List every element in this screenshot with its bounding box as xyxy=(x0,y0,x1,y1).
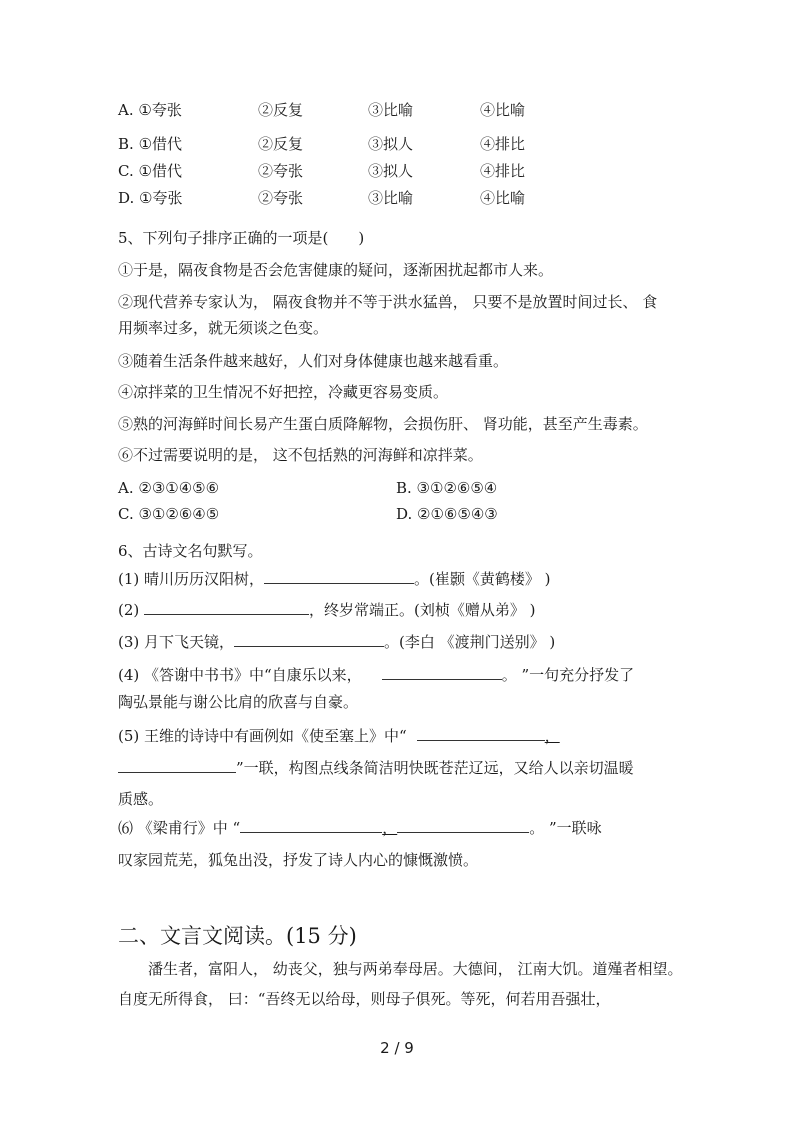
q5-option-a: A. ②③①④⑤⑥ xyxy=(118,479,220,497)
q5-sentence-5: ⑤熟的河海鲜时间长易产生蛋白质降解物，会损伤肝、 肾功能，甚至产生毒素。 xyxy=(118,415,648,433)
q6-item-6 xyxy=(118,818,602,838)
answer-blank[interactable] xyxy=(234,632,384,647)
item-text: (1) 晴川历历汉阳树， xyxy=(118,570,265,588)
answer-blank[interactable] xyxy=(240,818,382,833)
q6-item-4-cont: 陶弘景能与谢公比肩的欣喜与自豪。 xyxy=(118,693,359,711)
option-item: ③拟人 xyxy=(368,162,414,180)
item-text: 。(崔颢《黄鹤楼》 ) xyxy=(414,570,551,588)
answer-blank[interactable] xyxy=(264,569,414,584)
section-2-title: 二、文言文阅读。(15 分) xyxy=(118,924,357,948)
q5-sentence-4: ④凉拌菜的卫生情况不好把控，冷藏更容易变质。 xyxy=(118,383,449,401)
item-text: (4) 《答谢中书书》中“自康乐以来， xyxy=(118,666,362,684)
item-text: (5) 王维的诗诗中有画例如《使至塞上》中“ xyxy=(118,727,407,745)
answer-blank[interactable] xyxy=(382,665,502,680)
q5-sentence-6: ⑥不过需要说明的是， 这不包括熟的河海鲜和凉拌菜。 xyxy=(118,446,483,464)
option-item: ④比喻 xyxy=(480,189,526,207)
q5-options-row-2 xyxy=(118,504,678,524)
page-number: 2 / 9 xyxy=(380,1039,414,1057)
q4-option-a xyxy=(118,100,678,120)
section-2-passage: 潘生者，富阳人， 幼丧父，独与两弟奉母居。大德间， 江南大饥。道殣者相望。自度无所得食， 曰：“吾终无以给母，则母子俱死。等死，何若用吾强壮， xyxy=(118,960,683,1008)
option-item: ②反复 xyxy=(258,101,304,119)
option-text: C. ①借代 xyxy=(118,162,182,180)
q5-option-c: C. ③①②⑥④⑤ xyxy=(118,505,220,523)
q4-option-d xyxy=(118,188,678,208)
item-text: ， xyxy=(544,727,560,745)
item-text: ，终岁常端正。(刘桢《赠从弟》 ) xyxy=(309,601,536,619)
q6-item-2 xyxy=(118,600,536,620)
option-text: D. ①夸张 xyxy=(118,189,183,207)
q5-sentence-3: ③随着生活条件越来越好，人们对身体健康也越来越看重。 xyxy=(118,352,509,370)
q6-item-5-cont xyxy=(118,758,634,778)
item-text: (2) xyxy=(118,601,145,619)
option-item: ③比喻 xyxy=(368,101,414,119)
q5-sentence-1: ①于是，隔夜食物是否会危害健康的疑问，逐渐困扰起都市人来。 xyxy=(118,261,554,279)
item-text: (3) 月下飞天镜， xyxy=(118,633,235,651)
q6-item-6-cont: 叹家园荒芜，狐兔出没，抒发了诗人内心的慷慨激愤。 xyxy=(118,851,479,869)
option-text: A. ①夸张 xyxy=(118,101,182,119)
answer-blank[interactable] xyxy=(118,758,236,773)
answer-blank[interactable] xyxy=(144,600,309,615)
option-item: ④排比 xyxy=(480,162,526,180)
answer-blank[interactable] xyxy=(417,726,545,741)
item-text: ”一联，构图点线条简洁明快既苍茫辽远，又给人以亲切温暖 xyxy=(236,759,634,777)
option-item: ②夸张 xyxy=(258,162,304,180)
item-text: 。 ”一句充分抒发了 xyxy=(501,666,635,684)
q5-sentence-2-cont: 用频率过多，就无须谈之色变。 xyxy=(118,319,329,337)
q6-item-4 xyxy=(118,665,634,685)
q5-option-d: D. ②①⑥⑤④③ xyxy=(396,505,498,523)
q6-item-5-cont-2: 质感。 xyxy=(118,790,164,808)
option-item: ③拟人 xyxy=(368,135,414,153)
option-text: B. ①借代 xyxy=(118,135,183,153)
q5-title: 5、下列句子排序正确的一项是( ) xyxy=(118,229,365,247)
answer-blank[interactable] xyxy=(397,818,529,833)
q5-option-b: B. ③①②⑥⑤④ xyxy=(396,479,498,497)
option-item: ④排比 xyxy=(480,135,526,153)
option-item: ③比喻 xyxy=(368,189,414,207)
item-text: ， xyxy=(382,819,398,837)
q6-item-1 xyxy=(118,569,551,589)
q6-title: 6、古诗文名句默写。 xyxy=(118,542,263,560)
option-item: ④比喻 xyxy=(480,101,526,119)
q5-sentence-2: ②现代营养专家认为， 隔夜食物并不等于洪水猛兽， 只要不是放置时间过长、 食 xyxy=(118,293,658,311)
q5-options-row-1 xyxy=(118,478,678,498)
item-text: 。 ”一联咏 xyxy=(529,819,602,837)
q6-item-5 xyxy=(118,726,560,746)
item-text: 。(李白 《渡荆门送别》 ) xyxy=(384,633,556,651)
q4-option-c xyxy=(118,161,678,181)
item-text: ⑹ 《梁甫行》中 “ xyxy=(118,819,241,837)
option-item: ②反复 xyxy=(258,135,304,153)
q4-option-b xyxy=(118,134,678,154)
q6-item-3 xyxy=(118,632,555,652)
option-item: ②夸张 xyxy=(258,189,304,207)
